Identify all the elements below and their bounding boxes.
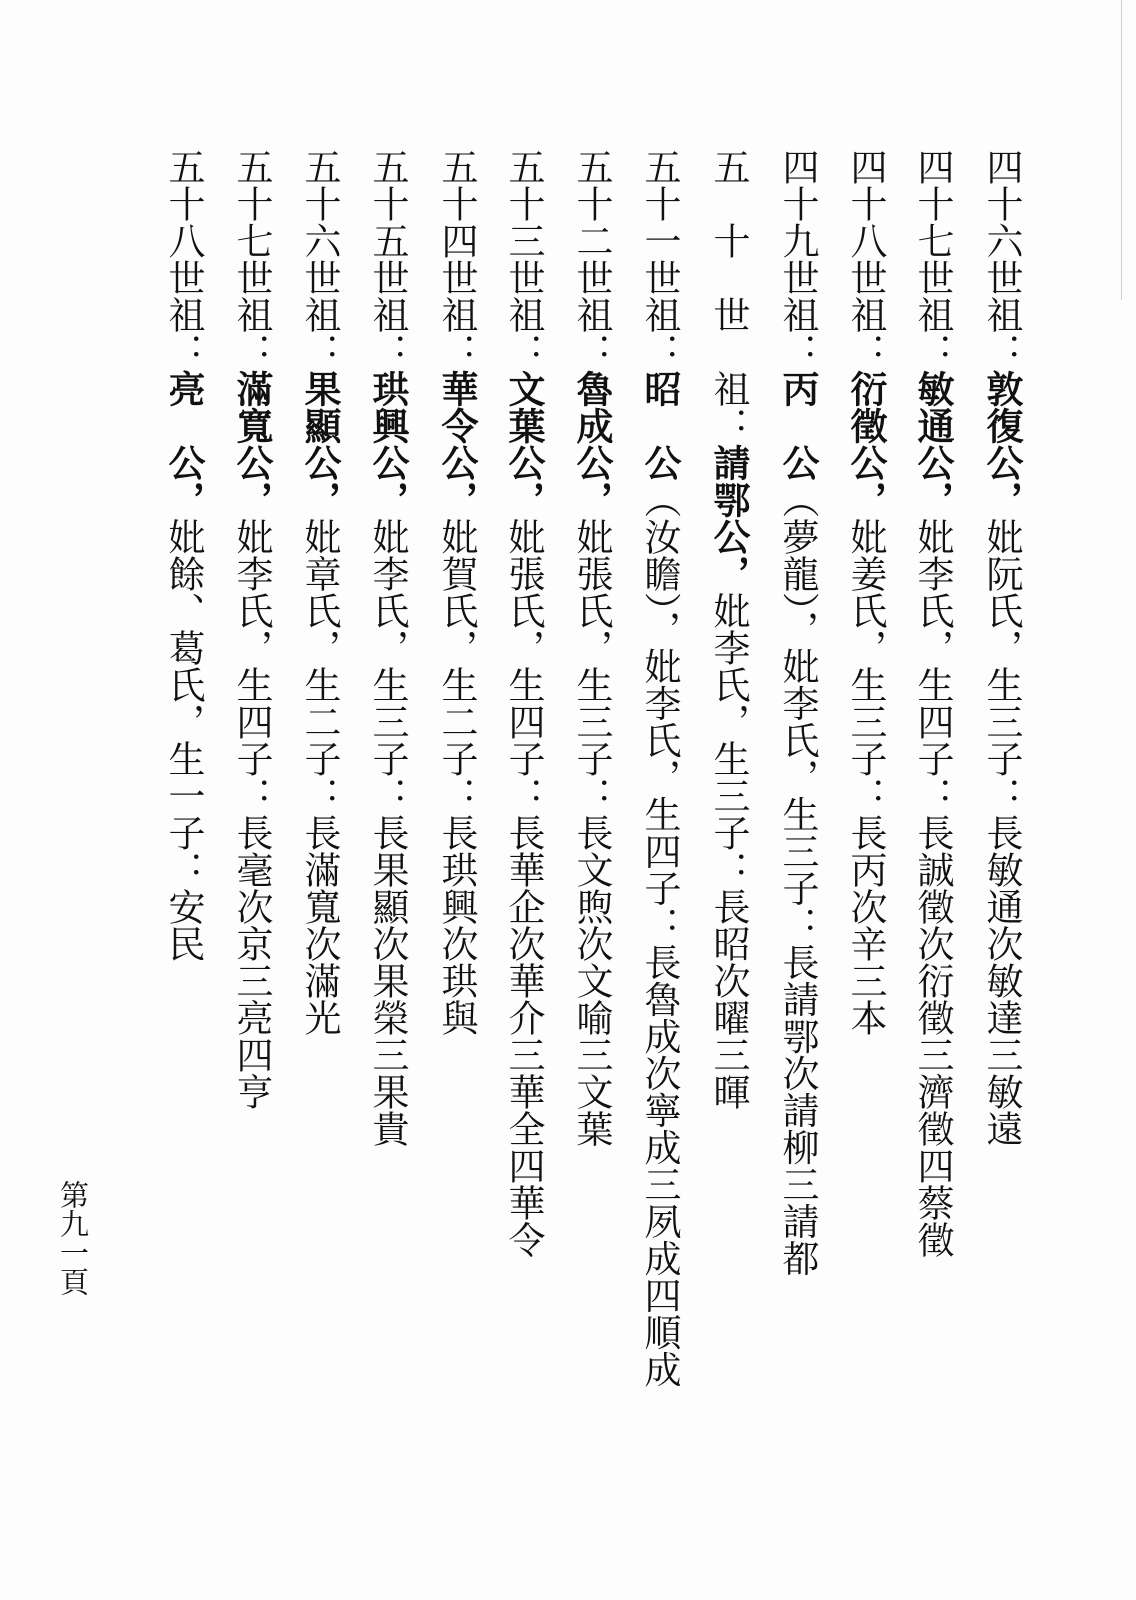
genealogy-column-56 <box>286 148 342 1036</box>
generation-label: 四十六世祖： <box>980 148 1023 370</box>
generation-label: 五十五世祖： <box>366 148 409 370</box>
ancestor-name: 丙 公 <box>776 370 819 481</box>
genealogy-column-52 <box>558 148 614 1147</box>
spouse-children-text: 妣李氏，生四子：長誠徵次衍徵三濟徵四蔡徵 <box>911 518 954 1258</box>
genealogy-column-49 <box>764 148 820 1277</box>
genealogy-column-51 <box>626 148 682 1388</box>
spouse-children-text: 妣張氏，生四子：長華企次華介三華全四華令 <box>502 518 545 1258</box>
generation-label: 五 十 世 祖： <box>707 148 750 444</box>
spouse-children-text: 妣張氏，生三子：長文煦次文喻三文葉 <box>570 518 613 1147</box>
spouse-children-text: 妣姜氏，生三子：長丙次辛三本 <box>844 518 887 1036</box>
genealogy-column-46 <box>968 148 1024 1147</box>
spouse-children-text: （夢龍），妣李氏，生三子：長請鄂次請柳三請都 <box>776 481 819 1277</box>
generation-label: 五十三世祖： <box>502 148 545 370</box>
ancestor-name: 亮 公， <box>162 370 205 518</box>
ancestor-name: 昭 公 <box>638 370 681 481</box>
generation-label: 五十四世祖： <box>435 148 478 370</box>
spouse-children-text: 妣李氏，生四子：長毫次京三亮四亨 <box>230 518 273 1110</box>
spouse-children-text: 妣章氏，生二子：長滿寬次滿光 <box>298 518 341 1036</box>
genealogy-column-48 <box>832 148 888 1036</box>
ancestor-name: 滿寬公， <box>230 370 273 518</box>
ancestor-name: 衍徵公， <box>844 370 887 518</box>
ancestor-name: 魯成公， <box>570 370 613 518</box>
genealogy-column-50 <box>695 148 751 1110</box>
ancestor-name: 請鄂公， <box>707 444 750 592</box>
ancestor-name: 文葉公， <box>502 370 545 518</box>
ancestor-name: 果顯公， <box>298 370 341 518</box>
ancestor-name: 珙興公， <box>366 370 409 518</box>
genealogy-column-55 <box>354 148 410 1147</box>
generation-label: 五十七世祖： <box>230 148 273 370</box>
genealogy-column-57 <box>218 148 274 1110</box>
ancestor-name: 敏通公， <box>911 370 954 518</box>
spouse-children-text: 妣餘、葛氏，生一子：安民 <box>162 518 205 962</box>
generation-label: 五十一世祖： <box>638 148 681 370</box>
spouse-children-text: 妣賀氏，生二子：長珙興次珙與 <box>435 518 478 1036</box>
generation-label: 五十二世祖： <box>570 148 613 370</box>
genealogy-column-58 <box>150 148 206 962</box>
genealogy-column-54 <box>423 148 479 1036</box>
spouse-children-text: 妣李氏，生三子：長果顯次果榮三果貴 <box>366 518 409 1147</box>
spouse-children-text: 妣李氏，生三子：長昭次曜三暉 <box>707 592 750 1110</box>
page-number: 第九一頁 <box>56 1180 90 1296</box>
generation-label: 四十七世祖： <box>911 148 954 370</box>
genealogy-column-47 <box>899 148 955 1258</box>
generation-label: 五十六世祖： <box>298 148 341 370</box>
genealogy-column-53 <box>490 148 546 1258</box>
scan-edge-line <box>1121 0 1122 300</box>
generation-label: 四十八世祖： <box>844 148 887 370</box>
spouse-children-text: 妣阮氏，生三子：長敏通次敏達三敏遠 <box>980 518 1023 1147</box>
generation-label: 五十八世祖： <box>162 148 205 370</box>
spouse-children-text: （汝瞻），妣李氏，生四子：長魯成次寧成三夙成四順成 <box>638 481 681 1388</box>
ancestor-name: 敦復公， <box>980 370 1023 518</box>
ancestor-name: 華令公， <box>435 370 478 518</box>
generation-label: 四十九世祖： <box>776 148 819 370</box>
